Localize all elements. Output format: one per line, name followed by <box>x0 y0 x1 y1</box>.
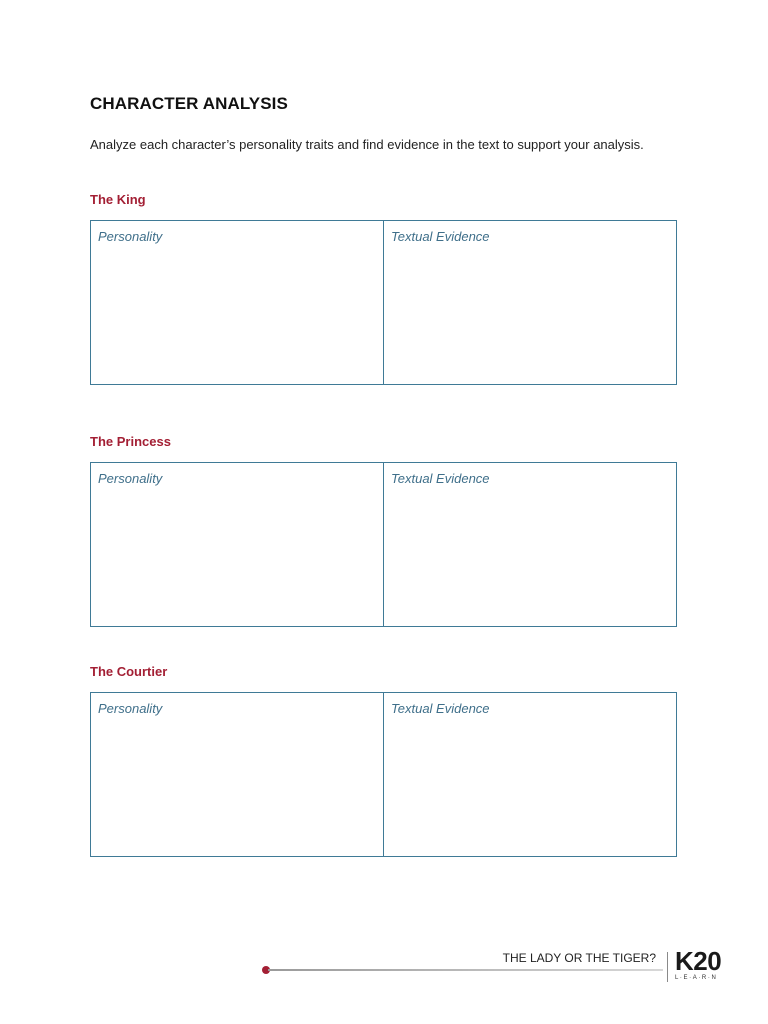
section-heading-courtier: The Courtier <box>90 664 168 679</box>
textual-evidence-cell[interactable] <box>383 221 676 384</box>
textual-evidence-cell[interactable] <box>383 693 676 856</box>
textual-evidence-label: Textual Evidence <box>391 229 490 244</box>
footer-divider <box>268 969 663 971</box>
personality-label: Personality <box>98 701 163 716</box>
personality-label: Personality <box>98 229 163 244</box>
personality-cell[interactable] <box>91 221 383 384</box>
textual-evidence-label: Textual Evidence <box>391 471 490 486</box>
personality-label: Personality <box>98 471 163 486</box>
analysis-table-courtier <box>90 692 677 857</box>
footer-separator <box>667 952 668 982</box>
personality-cell[interactable] <box>91 693 383 856</box>
logo-sub-text: L·E·A·R·N <box>675 975 718 981</box>
textual-evidence-label: Textual Evidence <box>391 701 490 716</box>
analysis-table-king <box>90 220 677 385</box>
personality-cell[interactable] <box>91 463 383 626</box>
logo-main-text: K20 <box>675 946 722 976</box>
footer-title: THE LADY OR THE TIGER? <box>502 951 656 965</box>
section-heading-king: The King <box>90 192 146 207</box>
page-title: CHARACTER ANALYSIS <box>90 94 288 113</box>
textual-evidence-cell[interactable] <box>383 463 676 626</box>
k20-logo <box>675 948 723 982</box>
analysis-table-princess <box>90 462 677 627</box>
section-heading-princess: The Princess <box>90 434 171 449</box>
instructions-text: Analyze each character’s personality traits and find evidence in the text to support your analysis. <box>90 137 644 152</box>
